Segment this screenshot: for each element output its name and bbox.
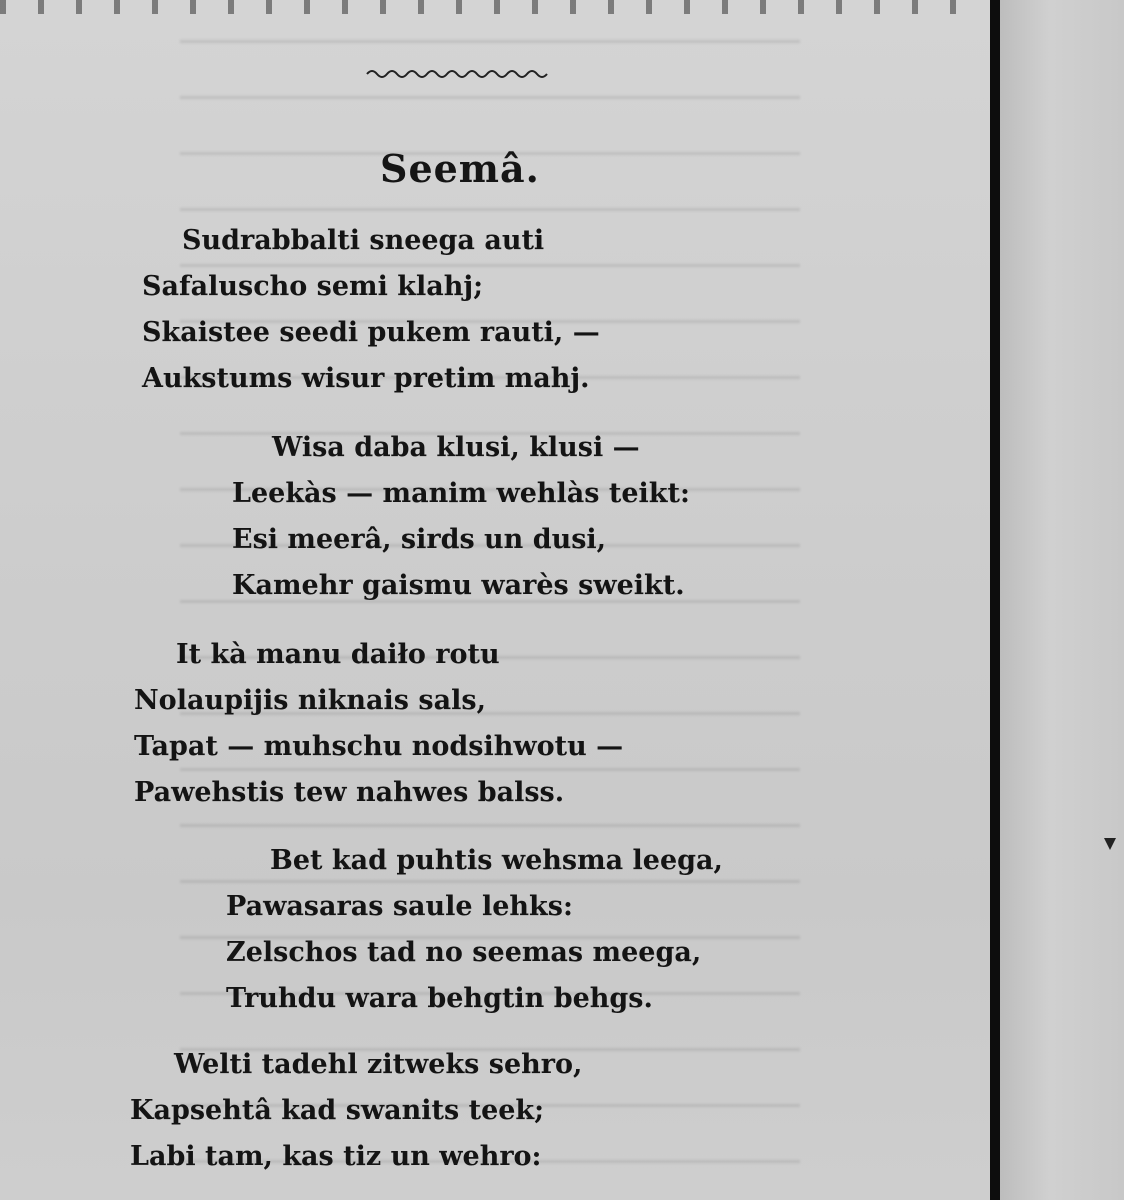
verse-line: Esi meerâ, sirds un dusi,: [232, 524, 607, 555]
verse-line: Leekàs — manim wehlàs teikt:: [232, 478, 690, 509]
ornamental-divider: [365, 66, 555, 82]
verse-line: Truhdu wara behgtin behgs.: [226, 983, 653, 1014]
verse-line: Wisa daba klusi, klusi —: [272, 432, 640, 463]
stanza-3: [134, 632, 623, 816]
verse-line: It kà manu daiło rotu: [176, 639, 500, 670]
verse-line: Skaistee seedi pukem rauti, —: [142, 317, 600, 348]
column-rule: [990, 0, 1000, 1200]
verse-line: Bet kad puhtis wehsma leega,: [270, 845, 723, 876]
verse-line: Aukstums wisur pretim mahj.: [142, 363, 590, 394]
verse-line: Pawasaras saule lehks:: [226, 891, 573, 922]
stanza-2: [232, 425, 690, 609]
verse-line: Tapat — muhschu nodsihwotu —: [134, 731, 624, 762]
verse-line: Kamehr gaismu warès sweikt.: [232, 570, 685, 601]
verse-line: Welti tadehl zitweks sehro,: [174, 1049, 583, 1080]
verse-line: Sudrabbalti sneega auti: [182, 225, 545, 256]
verse-line: Nolaupijis niknais sals,: [134, 685, 486, 716]
top-cut-text-fragment: [0, 0, 980, 14]
stanza-5: [130, 1042, 582, 1180]
poem-title: Seemâ.: [380, 146, 540, 191]
verse-line: Kapsehtâ kad swanits teek;: [130, 1095, 545, 1126]
verse-line: Pawehstis tew nahwes balss.: [134, 777, 565, 808]
stanza-4: [226, 838, 723, 1022]
verse-line: Labi tam, kas tiz un wehro:: [130, 1141, 542, 1172]
edge-mark: [1104, 838, 1116, 850]
verse-line: Safaluscho semi klahj;: [142, 271, 484, 302]
verse-line: Zelschos tad no seemas meega,: [226, 937, 702, 968]
stanza-1: [142, 218, 600, 402]
adjacent-page-edge: [1000, 0, 1124, 1200]
